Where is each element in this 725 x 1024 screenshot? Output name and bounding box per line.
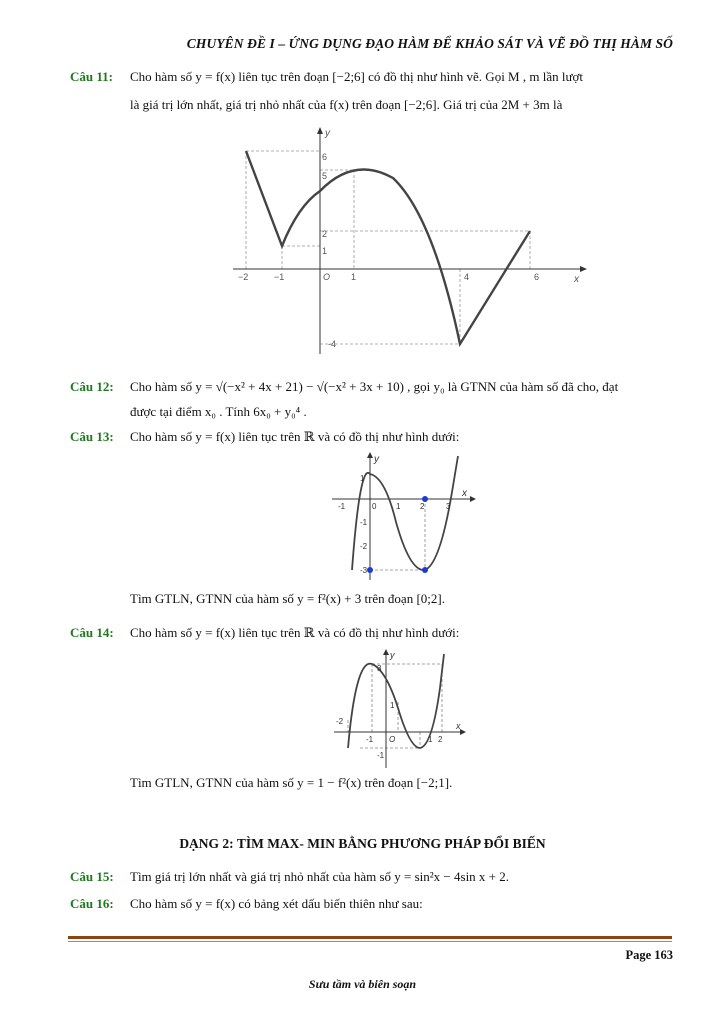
- svg-text:2: 2: [438, 735, 443, 744]
- page-number: Page 163: [625, 948, 673, 962]
- svg-text:O: O: [389, 735, 396, 744]
- footer-text: Sưu tầm và biên soạn: [308, 977, 417, 991]
- q14-curve: [348, 654, 444, 748]
- q14-x-axis-label: x: [456, 721, 461, 731]
- section-title: DẠNG 2: TÌM MAX- MIN BẰNG PHƯƠNG PHÁP ĐỔI BIẾN: [179, 836, 546, 851]
- q13-point: [367, 567, 373, 573]
- q13-y-axis-label: y: [374, 454, 379, 465]
- svg-text:−2: −2: [238, 272, 249, 282]
- svg-text:-2: -2: [336, 717, 344, 726]
- question-label: Câu 11:: [70, 69, 113, 84]
- question-label: Câu 15:: [70, 869, 114, 884]
- svg-text:2: 2: [420, 502, 425, 511]
- question-11: [70, 66, 583, 88]
- footer-divider-thin: [68, 941, 672, 942]
- svg-text:1: 1: [428, 735, 433, 744]
- svg-text:-1: -1: [366, 735, 374, 744]
- svg-text:1: 1: [390, 701, 395, 710]
- svg-text:6: 6: [322, 152, 328, 162]
- svg-text:0: 0: [372, 502, 377, 511]
- question-14-line2: Tìm GTLN, GTNN của hàm số y = 1 − f²(x) trên đoạn [−2;1].: [130, 775, 453, 790]
- q13-point: [422, 567, 428, 573]
- svg-text:−1: −1: [274, 272, 285, 282]
- footer-divider: [68, 936, 672, 939]
- svg-text:1: 1: [322, 246, 328, 256]
- question-text: Cho hàm số y = √(−x² + 4x + 21) − √(−x² + 3x + 10) , gọi y₀ là GTNN của hàm số đã cho, đạt: [130, 379, 619, 394]
- svg-text:6: 6: [534, 272, 540, 282]
- svg-text:O: O: [323, 272, 331, 282]
- svg-text:4: 4: [464, 272, 470, 282]
- svg-text:-1: -1: [360, 518, 368, 527]
- question-11-line2: là giá trị lớn nhất, giá trị nhỏ nhất của f(x) trên đoạn [−2;6]. Giá trị của 2M + 3m là: [130, 97, 563, 112]
- svg-text:-3: -3: [360, 566, 368, 575]
- svg-text:1: 1: [360, 474, 365, 483]
- page-header: CHUYÊN ĐỀ I – ỨNG DỤNG ĐẠO HÀM ĐỂ KHẢO SÁT VÀ VẼ ĐỒ THỊ HÀM SỐ: [186, 36, 673, 51]
- question-15: [70, 866, 509, 888]
- svg-text:3: 3: [377, 664, 382, 673]
- question-13: [70, 426, 459, 448]
- svg-text:3: 3: [446, 502, 451, 511]
- question-text: Cho hàm số y = f(x) liên tục trên ℝ và có đồ thị như hình dưới:: [130, 625, 460, 640]
- svg-text:2: 2: [322, 229, 328, 239]
- question-13-line2: Tìm GTLN, GTNN của hàm số y = f²(x) + 3 trên đoạn [0;2].: [130, 591, 445, 606]
- q14-graph: [332, 648, 468, 770]
- q11-x-axis-label: x: [574, 274, 579, 285]
- question-text: Cho hàm số y = f(x) liên tục trên đoạn [−2;6] có đồ thị như hình vẽ. Gọi M , m lần lượt: [130, 69, 584, 84]
- question-text: Cho hàm số y = f(x) liên tục trên ℝ và có đồ thị như hình dưới:: [130, 429, 460, 444]
- svg-text:1: 1: [396, 502, 401, 511]
- question-label: Câu 16:: [70, 896, 114, 911]
- svg-text:1: 1: [351, 272, 357, 282]
- q11-graph: [228, 126, 588, 358]
- q13-graph: [330, 452, 478, 582]
- q13-x-axis-label: x: [462, 488, 467, 499]
- question-12: [70, 376, 618, 398]
- svg-text:5: 5: [322, 171, 328, 181]
- svg-text:-1: -1: [338, 502, 346, 511]
- q14-y-axis-label: y: [390, 650, 395, 660]
- question-text: Cho hàm số y = f(x) có bảng xét dấu biến thiên như sau:: [130, 896, 423, 911]
- question-14: [70, 622, 459, 644]
- svg-text:-4: -4: [328, 339, 337, 349]
- question-label: Câu 13:: [70, 429, 114, 444]
- question-16: [70, 893, 423, 915]
- svg-text:-2: -2: [360, 542, 368, 551]
- svg-text:-1: -1: [377, 751, 385, 760]
- question-text: Tìm giá trị lớn nhất và giá trị nhỏ nhất của hàm số y = sin²x − 4sin x + 2.: [130, 869, 510, 884]
- q13-curve: [352, 456, 458, 570]
- q11-y-axis-label: y: [325, 128, 330, 139]
- question-label: Câu 12:: [70, 379, 114, 394]
- question-12-line2: được tại điểm x₀ . Tính 6x₀ + y₀⁴ .: [130, 404, 307, 419]
- q11-curve: [246, 151, 530, 344]
- question-label: Câu 14:: [70, 625, 114, 640]
